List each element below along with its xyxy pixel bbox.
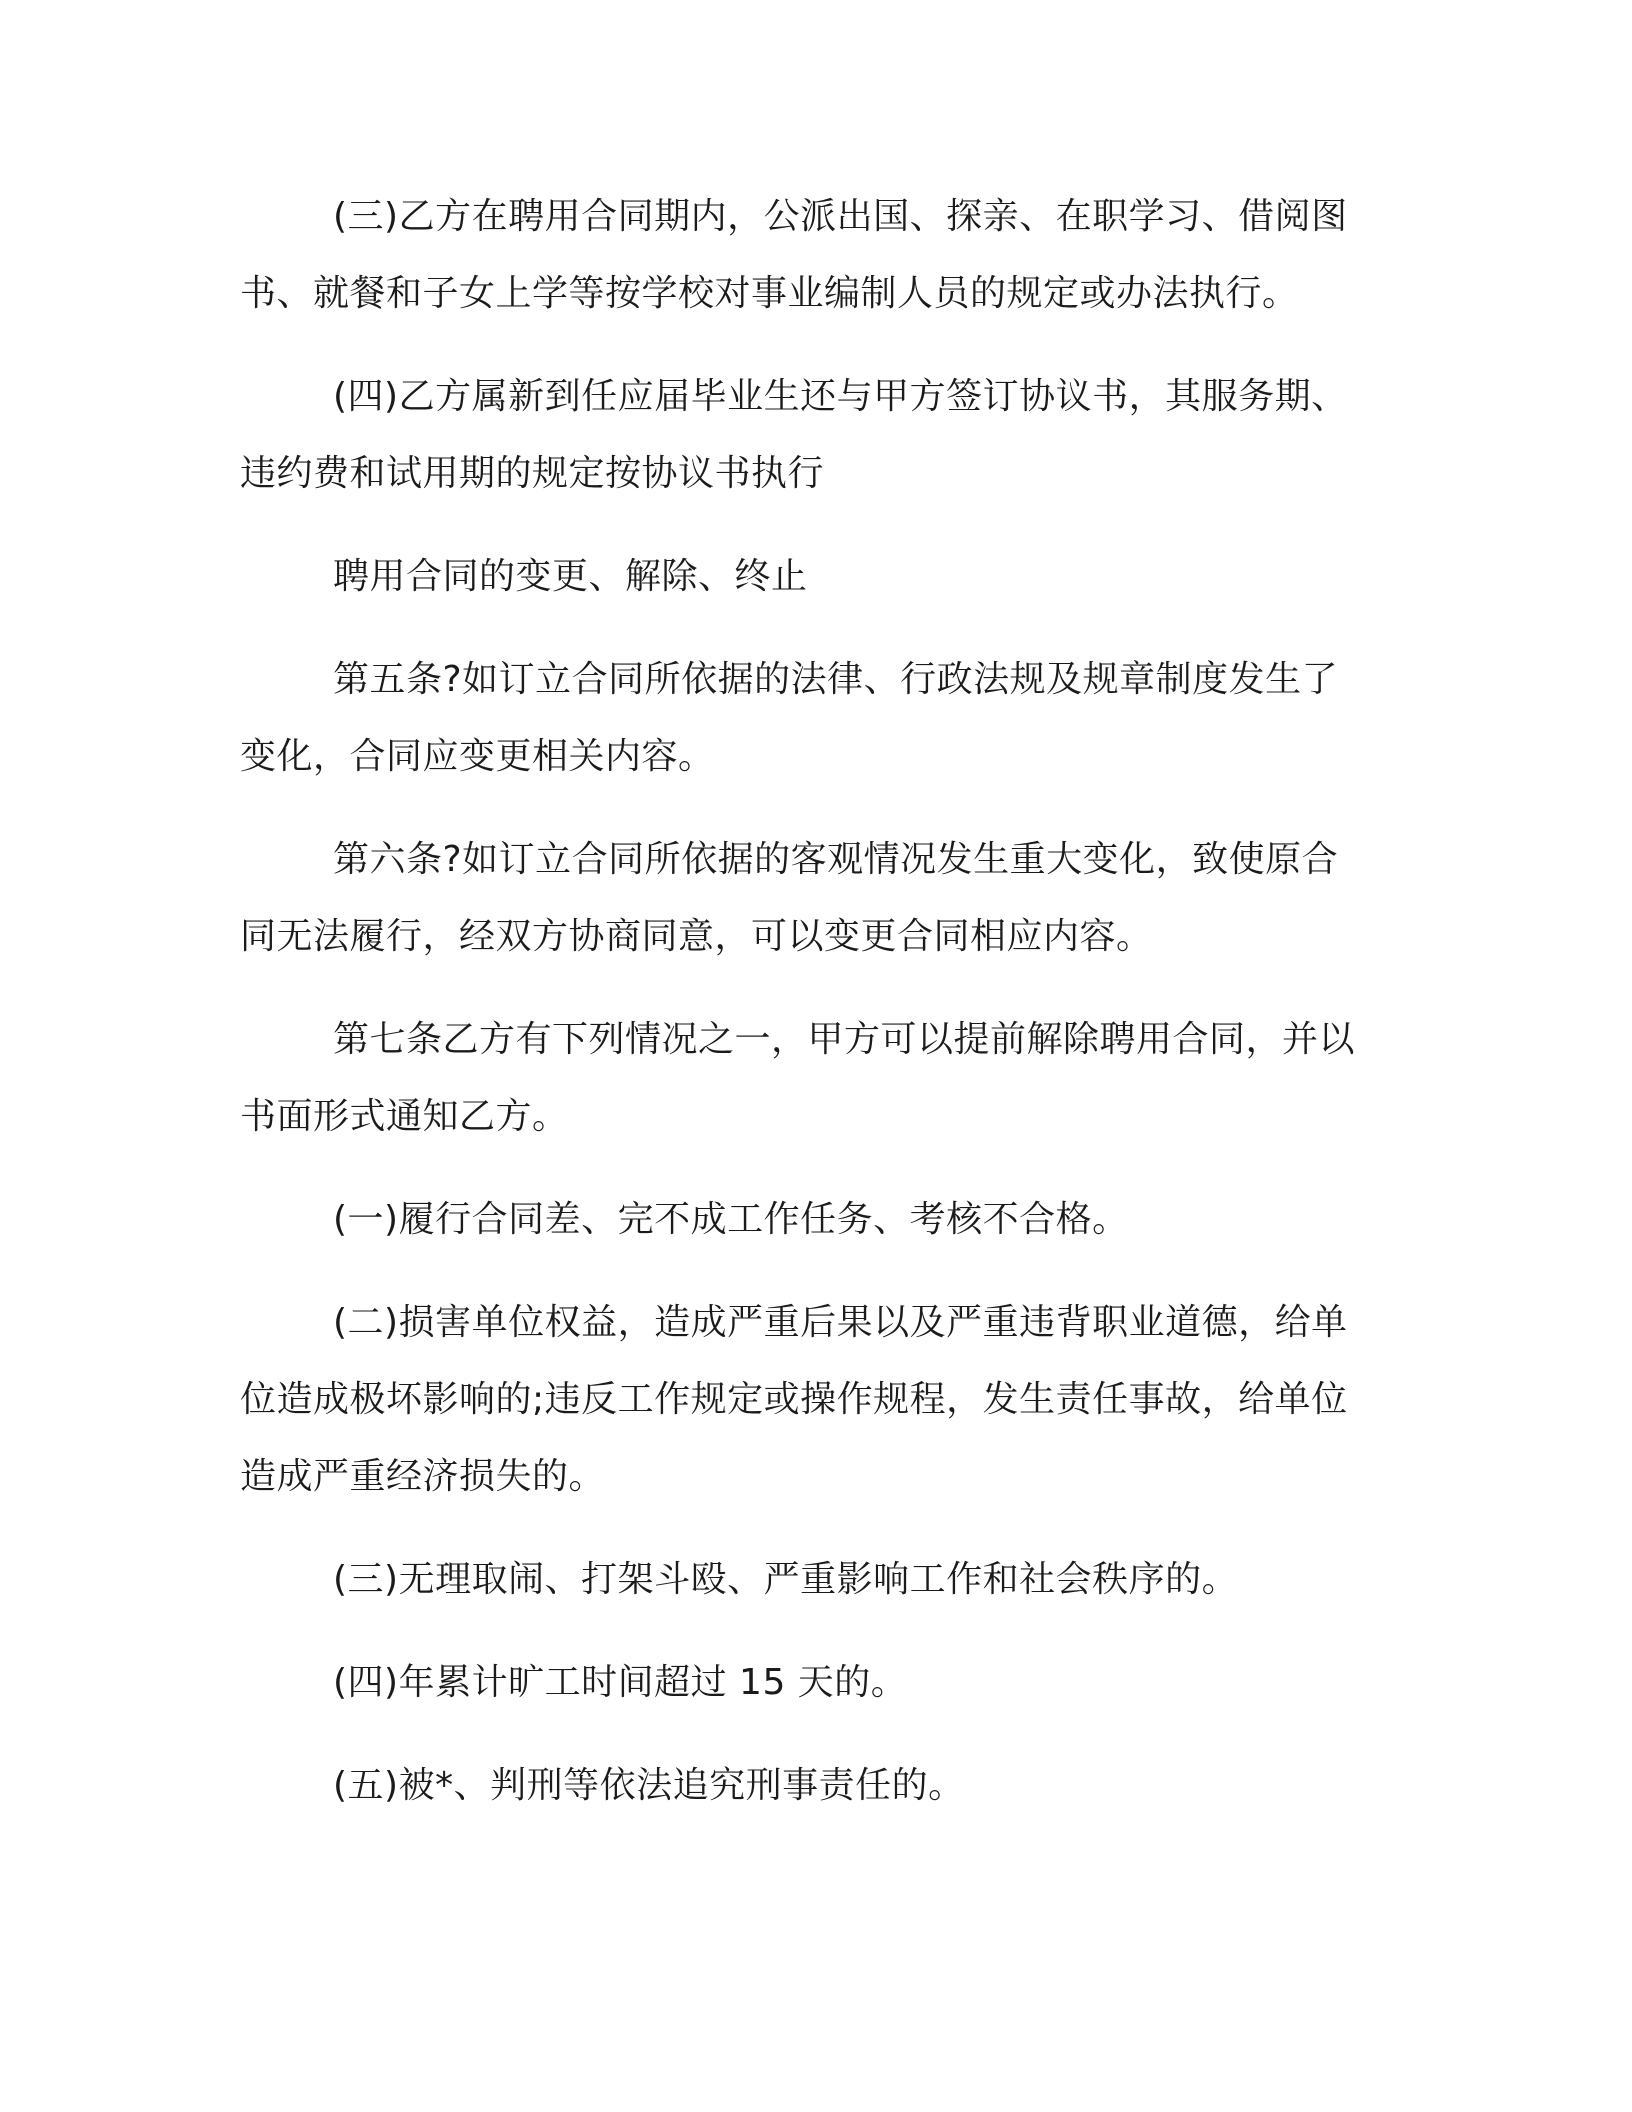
text-line: (五)被*、判刑等依法追究刑事责任的。 <box>333 1765 965 1806</box>
paragraph-item-1 <box>240 1181 1380 1258</box>
text-line: (一)履行合同差、完不成工作任务、考核不合格。 <box>333 1199 1129 1240</box>
paragraph-item-5 <box>240 1747 1380 1824</box>
text-line: (四)年累计旷工时间超过 15 天的。 <box>333 1662 908 1703</box>
text-line: 变化，合同应变更相关内容。 <box>240 736 715 777</box>
text-line: (三)无理取闹、打架斗殴、严重影响工作和社会秩序的。 <box>333 1559 1239 1600</box>
paragraph-clause-3 <box>240 178 1380 332</box>
text-line: (三)乙方在聘用合同期内，公派出国、探亲、在职学习、借阅图 <box>333 196 1348 237</box>
paragraph-item-2 <box>240 1284 1380 1515</box>
text-line: 第五条?如订立合同所依据的法律、行政法规及规章制度发生了 <box>333 659 1339 700</box>
paragraph-article-5 <box>240 641 1380 795</box>
text-line: (四)乙方属新到任应届毕业生还与甲方签订协议书，其服务期、 <box>333 376 1348 417</box>
paragraph-item-4 <box>240 1644 1380 1721</box>
text-line: 位造成极坏影响的;违反工作规定或操作规程，发生责任事故，给单位 <box>240 1379 1348 1420</box>
text-line: 第七条乙方有下列情况之一，甲方可以提前解除聘用合同，并以 <box>333 1019 1356 1060</box>
paragraph-clause-4 <box>240 358 1380 512</box>
text-line: 违约费和试用期的规定按协议书执行 <box>240 453 825 494</box>
text-line: 第六条?如订立合同所依据的客观情况发生重大变化，致使原合 <box>333 839 1339 880</box>
text-line: 同无法履行，经双方协商同意，可以变更合同相应内容。 <box>240 916 1153 957</box>
section-heading-text: 聘用合同的变更、解除、终止 <box>333 556 808 597</box>
text-line: 造成严重经济损失的。 <box>240 1456 606 1497</box>
document-body <box>240 178 1380 1850</box>
text-line: (二)损害单位权益，造成严重后果以及严重违背职业道德，给单 <box>333 1302 1348 1343</box>
paragraph-article-7 <box>240 1001 1380 1155</box>
text-line: 书面形式通知乙方。 <box>240 1096 569 1137</box>
text-line: 书、就餐和子女上学等按学校对事业编制人员的规定或办法执行。 <box>240 273 1299 314</box>
paragraph-item-3 <box>240 1541 1380 1618</box>
section-heading <box>240 538 1380 615</box>
paragraph-article-6 <box>240 821 1380 975</box>
